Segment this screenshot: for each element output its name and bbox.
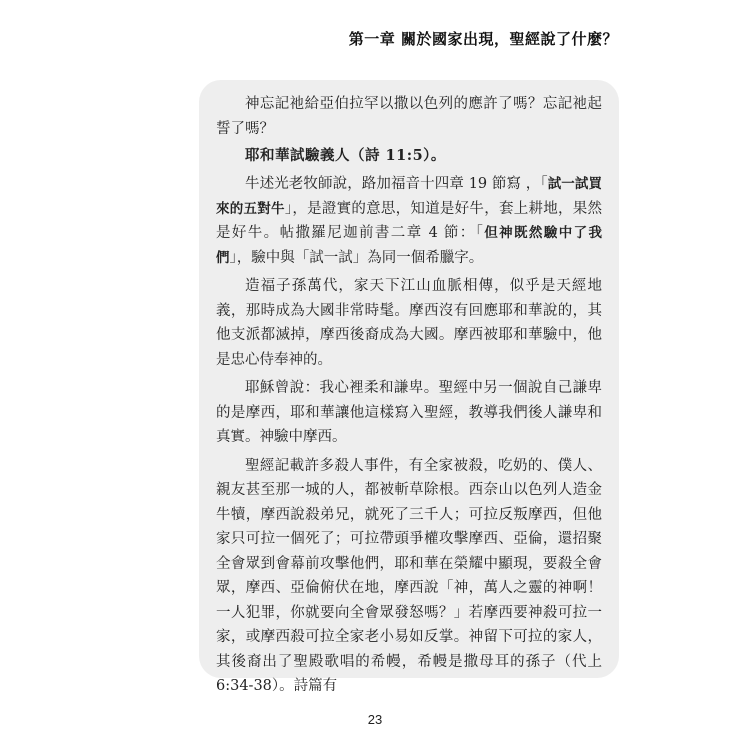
- paragraph-niu-part3: 」，驗中與「試一試」為同一個希臘字。: [229, 249, 484, 266]
- body-text: [216, 92, 602, 699]
- section-heading: 耶和華試驗義人（詩 11:5）。: [245, 147, 446, 164]
- paragraph-niu-part1: 牛述光老牧師說，路加福音十四章 19 節寫 ，「: [245, 176, 548, 192]
- paragraph-niu: [216, 172, 602, 270]
- paragraph-descendants: 造福子孫萬代，家天下江山血脈相傳，似乎是天經地義，那時成為大國非常時髦。摩西沒有回應耶和華說的，其他支派都滅掉，摩西後裔成為大國。摩西被耶和華驗中，他是忠心侍奉神的。: [216, 278, 602, 368]
- scripture-quote-oxen: 試一試買來的五對牛: [216, 176, 602, 217]
- paragraph-niu-part2: 」，是證實的意思，知道是好牛，套上耕地，果然是好牛。帖撒羅尼迦前書二章 4 節：「: [216, 200, 603, 241]
- running-header: 第一章 關於國家出現，聖經說了什麼？: [348, 30, 618, 48]
- paragraph-killings: 聖經記載許多殺人事件，有全家被殺，吃奶的、僕人、親友甚至那一城的人，都被斬草除根。西奈山以色列人造金牛犢，摩西說殺弟兄，就死了三千人；可拉反叛摩西，但他家只可拉一個死了；可拉帶頭爭權攻擊摩西、亞倫，還招聚全會眾到會幕前攻擊他們，耶和華在榮耀中顯現，要殺全會眾，摩西、亞倫俯伏在地，摩西說「神，萬人之靈的神啊！一人犯罪，你就要向全會眾發怒嗎？」若摩西要神殺可拉一家，或摩西殺可拉全家老小易如反掌。神留下可拉的家人，其後裔出了聖殿歌唱的希幔，希幔是撒母耳的孫子（代上 6:34-38）。詩篇有: [216, 457, 602, 694]
- paragraph-intro: 神忘記祂給亞伯拉罕以撒以色列的應許了嗎？忘記祂起誓了嗎？: [216, 96, 602, 137]
- scripture-quote-approved: 但神既然驗中了我們: [216, 225, 602, 266]
- page-number: 23: [367, 712, 383, 727]
- paragraph-humility: 耶穌曾說：我心裡柔和謙卑。聖經中另一個說自己謙卑的是摩西，耶和華讓他這樣寫入聖經，教導我們後人謙卑和真實。神驗中摩西。: [216, 380, 602, 445]
